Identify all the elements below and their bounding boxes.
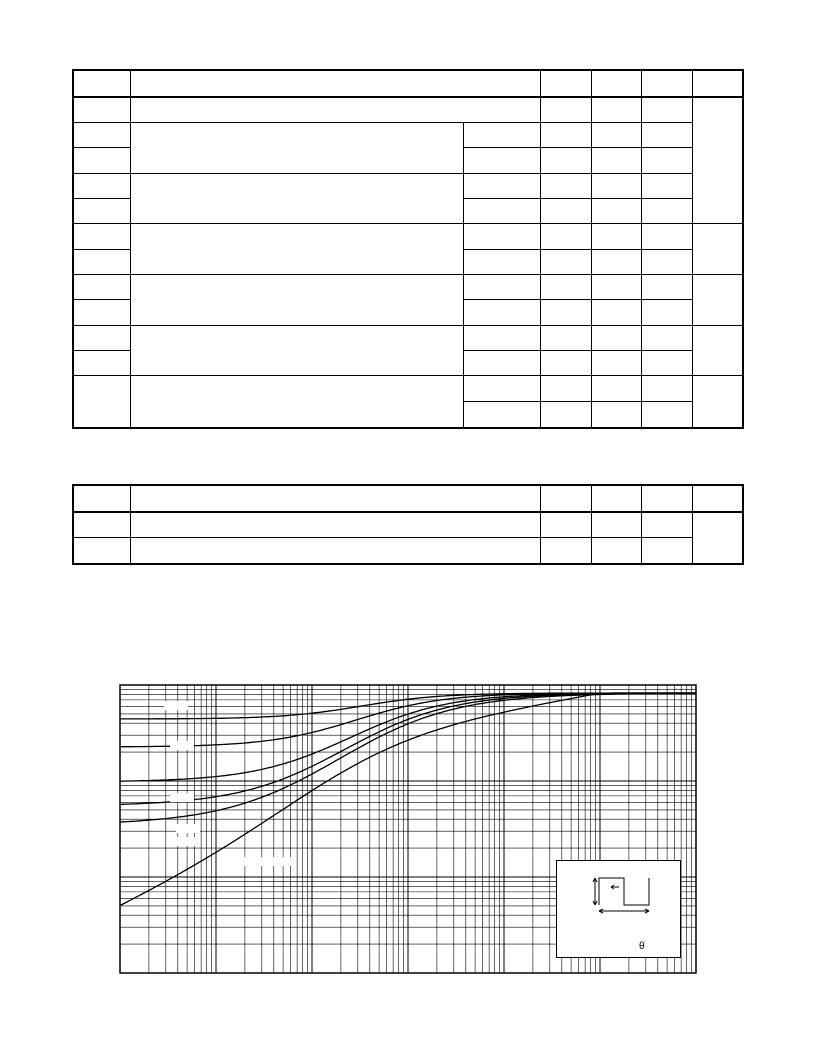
table2-col-line [591, 485, 592, 564]
table2-col-line [540, 485, 541, 564]
table1-sub-line [463, 147, 693, 148]
curve-label-box [176, 824, 200, 833]
table1-sub-line [463, 350, 693, 351]
table2-frame [72, 484, 744, 565]
table1-row-line [73, 325, 743, 326]
table1-sub-line [73, 350, 130, 351]
table2-col-line [130, 485, 131, 564]
table1-col-line [463, 122, 464, 428]
table1-row-line [73, 375, 743, 376]
curve-label-box [164, 701, 188, 710]
table1-row-line [73, 122, 693, 123]
pulse-waveform-diagram [557, 861, 680, 957]
table1-col-line [591, 70, 592, 428]
table1-sub-line [73, 299, 130, 300]
table2-col-line [692, 485, 693, 564]
table1-col-line [130, 70, 131, 428]
table1-header-line [73, 96, 743, 98]
table1-row-line [73, 173, 693, 174]
curve-label-box [170, 741, 194, 750]
table1-sub-line [463, 198, 693, 199]
table1-sub-line [73, 198, 130, 199]
curve-label-box [176, 837, 200, 846]
table1-sub-line [463, 299, 693, 300]
table1-sub-line [463, 401, 693, 402]
table2-col-line [641, 485, 642, 564]
table1-col-line [692, 70, 693, 428]
curve-label-box [244, 857, 294, 866]
table1-sub-line [73, 249, 130, 250]
table1-row-line [73, 274, 743, 275]
table2-header-line [73, 511, 743, 513]
table1-col-line [540, 70, 541, 428]
pulse-inset [556, 860, 681, 958]
table2-row-line [73, 537, 693, 538]
table1-row-line [73, 223, 743, 224]
theta-symbol: θ [639, 941, 645, 952]
table1-sub-line [463, 249, 693, 250]
curve-label-box [170, 793, 194, 802]
table1-col-line [641, 70, 642, 428]
table1-sub-line [73, 147, 130, 148]
